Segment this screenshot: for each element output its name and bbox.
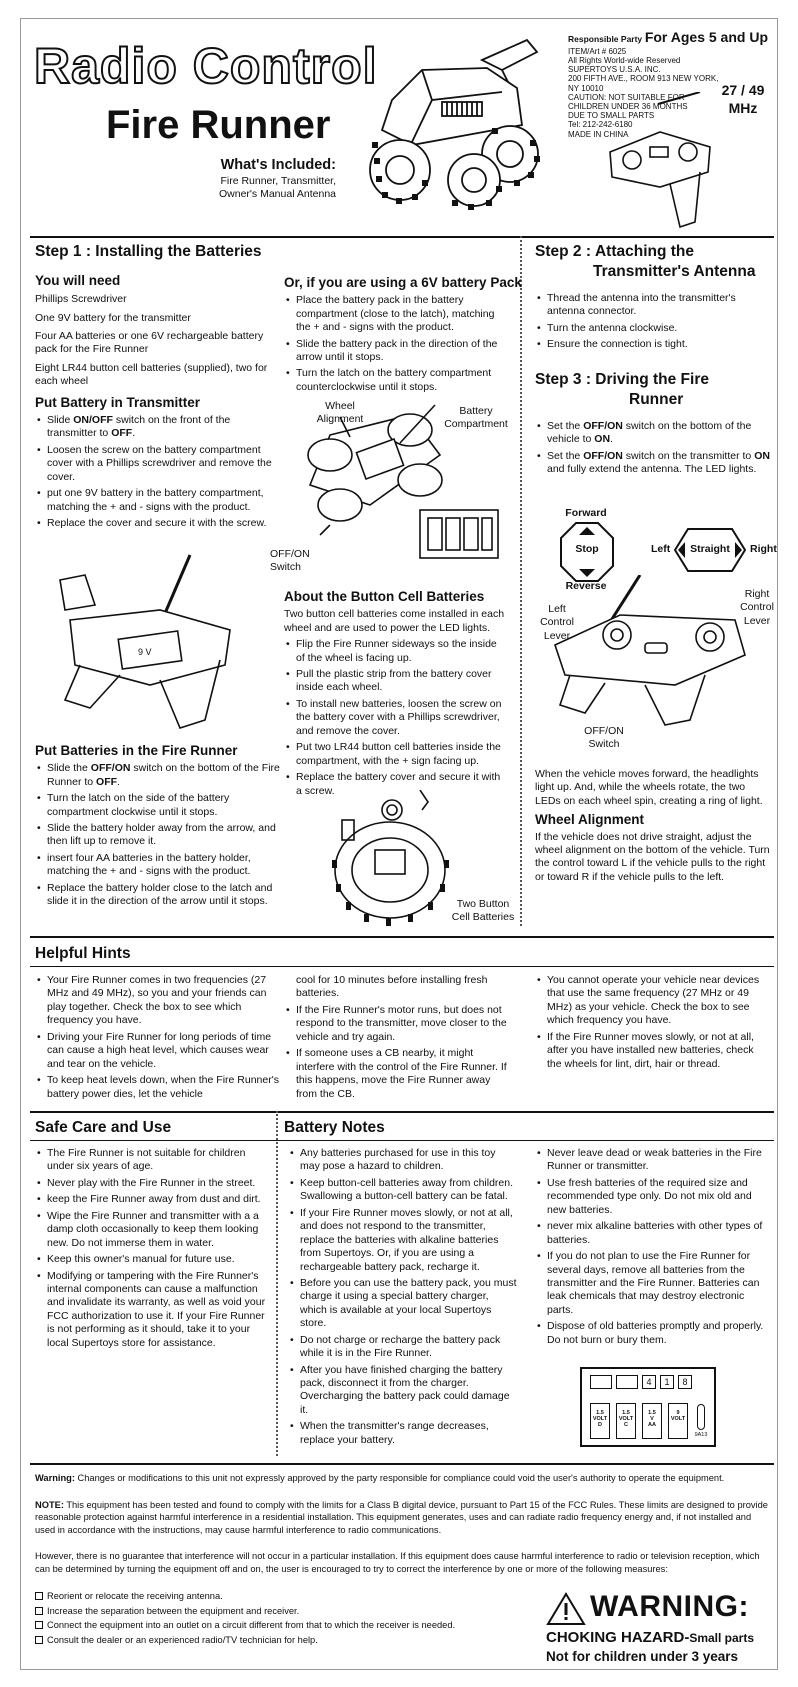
- runner-step-part: Replace the battery holder close to the latch and slide it in the direction of the arrow until it stops.: [47, 881, 273, 908]
- need-item: Phillips Screwdriver: [35, 293, 127, 306]
- runner-step: [35, 822, 280, 849]
- battery-notes-column-2: [535, 1147, 770, 1350]
- safe-care-item: • Keep this owner's manual for future use.: [35, 1253, 270, 1266]
- step1-heading: Step 1 : Installing the Batteries: [35, 243, 262, 260]
- button-cell-step: • Pull the plastic strip from the battery cover inside each wheel.: [284, 668, 508, 695]
- battery-size-number: 1: [660, 1375, 674, 1389]
- note-text: This equipment has been tested and found to comply with the limits for a Class B digital device, pursuant to Part 15 of the FCC Rules. These limits are designed to provide reasonable protection against harmful interference in a residential installation. This equipment generates, uses and can radiate radio frequency energy and, if not installed and used in accordance with the instructions, may cause harmful interference to radio communications.: [35, 1499, 768, 1535]
- button-cell-slot: [697, 1404, 705, 1430]
- runner-step-part: Slide the: [47, 762, 91, 775]
- measure-text: Reorient or relocate the receiving antenna.: [47, 1591, 223, 1601]
- step3-step-part: OFF/ON: [583, 419, 623, 432]
- transmitter-step: [35, 444, 280, 484]
- runner-step-part: switch on the bottom of the Fire Runner to: [47, 762, 280, 788]
- battery-size-cell: 1.5 VOLT C: [616, 1403, 636, 1439]
- rule-hints: [30, 936, 774, 938]
- hints-heading: Helpful Hints: [35, 945, 131, 962]
- label-reverse: Reverse: [565, 580, 607, 592]
- step3-step-part: switch on the bottom of the vehicle to: [547, 419, 752, 446]
- step3-step-part: and fully extend the antenna. The LED lights.: [547, 462, 757, 475]
- transmitter-step: [35, 414, 280, 441]
- legal-section: [35, 1472, 770, 1585]
- battery-size-number: 8: [678, 1375, 692, 1389]
- measure-text: Consult the dealer or an experienced radio/TV technician for help.: [47, 1634, 318, 1645]
- hint-item: • If the Fire Runner moves slowly, or not at all, after you have installed new batteries, check the wheels for lint, dirt, hair or thread.: [535, 1031, 770, 1071]
- whats-included: [196, 156, 336, 201]
- label-offon-switch-transmitter: OFF/ON Switch: [584, 725, 624, 751]
- label-stop: Stop: [575, 543, 599, 555]
- svg-text:9 V: 9 V: [138, 647, 152, 657]
- runner-step: [35, 792, 280, 819]
- measure-text: Connect the equipment into an outlet on a circuit different from that to which the receiver is needed.: [47, 1620, 456, 1631]
- transmitter-step-part: .: [132, 427, 136, 440]
- transmitter-step-part: OFF: [111, 427, 133, 440]
- checkbox-icon: [35, 1607, 43, 1615]
- rule-hints-under: [30, 966, 774, 967]
- responsible-heading: Responsible Party: [568, 34, 643, 44]
- step1-runner-section: [35, 742, 280, 912]
- safe-care-item: • keep the Fire Runner away from dust and dirt.: [35, 1193, 270, 1206]
- step3-after-section: [535, 768, 770, 889]
- measure-item: [35, 1619, 505, 1632]
- transmitter-battery-illustration: [50, 550, 265, 735]
- battery-size-blank-box: [590, 1375, 612, 1389]
- step2-heading-b: Attaching the: [594, 243, 695, 260]
- battery-size-diagram: [580, 1367, 716, 1447]
- step1-mid-column: [284, 274, 522, 397]
- runner-steps: [35, 762, 280, 908]
- runner-heading: Put Batteries in the Fire Runner: [35, 743, 238, 758]
- safe-care-item: • Wipe the Fire Runner and transmitter with a a damp cloth occasionally to keep them looking new. Do not immerse them in water.: [35, 1210, 270, 1250]
- step3-after-text: When the vehicle moves forward, the headlights light up. And, while the wheels rotate, the two LEDs on each wheel spin, creating a ring of light.: [535, 768, 763, 807]
- runner-step-part: insert four AA batteries in the battery holder, matching the + and - signs with the product.: [47, 851, 251, 878]
- responsible-line: SUPERTOYS U.S.A. INC.: [568, 65, 661, 75]
- transmitter-steps: [35, 414, 280, 531]
- battery-size-button-cell: [694, 1399, 708, 1439]
- button-cell-steps: [284, 638, 508, 798]
- battery-note-item: • Use fresh batteries of the required size and recommended type only. Do not mix old and new batteries.: [535, 1177, 770, 1217]
- safe-heading: Safe Care and Use: [35, 1119, 172, 1136]
- warning-text: Changes or modifications to this unit not expressly approved by the party responsible for compliance could void the user's authority to operate the equipment.: [74, 1473, 725, 1483]
- measure-item: [35, 1634, 505, 1647]
- safe-care-item: • Never play with the Fire Runner in the street.: [35, 1177, 270, 1190]
- step3-heading-b: Runner: [629, 390, 684, 408]
- ages-label: For Ages 5 and Up: [644, 29, 768, 45]
- measure-item: [35, 1605, 505, 1618]
- hints-col2-continued: cool for 10 minutes before installing fresh batteries.: [296, 974, 488, 1000]
- label-left: Left: [651, 543, 671, 555]
- battery-note-item: • Before you can use the battery pack, you must charge it using a special battery charger, which is available at your local Supertoys store.: [288, 1277, 518, 1331]
- transmitter-step: [35, 487, 280, 514]
- wheel-alignment-heading: Wheel Alignment: [535, 812, 645, 828]
- label-straight: Straight: [690, 543, 730, 555]
- responsible-line: All Rights World-wide Reserved: [568, 56, 681, 66]
- warning-paragraph: [35, 1472, 770, 1485]
- included-heading: What's Included:: [220, 157, 336, 173]
- choking-warning-title: WARNING:: [590, 1590, 749, 1623]
- button-cell-heading: About the Button Cell Batteries: [284, 589, 485, 604]
- battery-note-item: • Never leave dead or weak batteries in the Fire Runner or transmitter.: [535, 1147, 770, 1174]
- safe-care-item: • The Fire Runner is not suitable for children under six years of age.: [35, 1147, 270, 1174]
- step2-steps: [535, 292, 770, 352]
- label-right: Right: [750, 543, 777, 555]
- step3-step: [535, 420, 770, 447]
- step3-step-part: Set the: [547, 419, 584, 432]
- battery-note-item: • If your Fire Runner moves slowly, or not at all, and does not respond to the transmitter, replace the batteries with alkaline batteries from Supertoys. Or, if you are using a rechargeable battery pack, recharge it.: [288, 1207, 518, 1274]
- checkbox-icon: [35, 1621, 43, 1629]
- battery-note-item: • If you do not plan to use the Fire Runner for several days, remove all batteries from the transmitter and the Fire Runner. Batteries can leak chemicals that may destroy electronic parts.: [535, 1250, 770, 1317]
- step3-heading-a: Step 3 : Driving the Fire: [535, 371, 709, 388]
- included-line-2: Owner's Manual Antenna: [219, 187, 336, 200]
- button-cell-step: • Put two LR44 button cell batteries inside the compartment, with the + sign facing up.: [284, 741, 508, 768]
- frequency-value: 27 / 49: [721, 82, 765, 98]
- note-label: NOTE:: [35, 1499, 64, 1510]
- measure-text: Increase the separation between the equipment and receiver.: [47, 1605, 300, 1616]
- step2-heading-a: Step 2 :: [535, 243, 591, 260]
- runner-step-part: .: [117, 775, 120, 788]
- step3-step-part: ON: [754, 449, 770, 462]
- rule-safe-under: [30, 1140, 774, 1141]
- hint-item: • To keep heat levels down, when the Fire Runner's battery power dies, let the vehicle: [35, 1074, 280, 1101]
- divider-safe-battery: [276, 1111, 278, 1456]
- however-paragraph: However, there is no guarantee that interference will not occur in a particular installation. If this equipment does cause harmful interference to radio or television reception, which can be determined by turning the equipment off and on, the user is encouraged to try to correct the interference by one or more of the following measures:: [35, 1551, 760, 1574]
- button-cell-intro: Two button cell batteries come installed in each wheel and are used to power the LED lights.: [284, 608, 505, 634]
- runner-step-part: OFF/ON: [90, 762, 131, 775]
- need-item: Four AA batteries or one 6V rechargeable battery pack for the Fire Runner: [35, 329, 264, 356]
- transmitter-step-part: Slide: [47, 413, 74, 426]
- battery-pack-step: • Slide the battery pack in the direction of the arrow until it stops.: [284, 338, 508, 365]
- transmitter-heading: Put Battery in Transmitter: [35, 394, 201, 410]
- battery-note-item: • Any batteries purchased for use in this toy may pose a hazard to children.: [288, 1147, 518, 1174]
- button-cell-label: 9A13: [694, 1431, 708, 1438]
- responsible-line: DUE TO SMALL PARTS: [568, 111, 655, 121]
- transmitter-step-part: put one 9V battery in the battery compartment, matching the + and - signs with the product.: [47, 487, 264, 513]
- battery-size-cell: 1.5 VOLT D: [590, 1403, 610, 1439]
- responsible-line: ITEM/Art # 6025: [568, 46, 627, 56]
- battery-size-cells: [590, 1399, 708, 1439]
- step2-step: • Turn the antenna clockwise.: [535, 322, 770, 335]
- hint-item: • Driving your Fire Runner for long periods of time can cause a high heat level, which causes wear and tear on the vehicle.: [35, 1031, 280, 1071]
- title-fire-runner: Fire Runner: [106, 103, 331, 147]
- battery-note-item: • Keep button-cell batteries away from children. Swallowing a button-cell battery can be fatal.: [288, 1177, 518, 1204]
- runner-step-part: OFF: [96, 775, 118, 788]
- transmitter-step: [35, 517, 280, 530]
- transmitter-step-part: switch on the front of the transmitter to: [47, 413, 231, 440]
- hint-item: • If someone uses a CB nearby, it might interfere with the control of the Fire Runner. If this happens, move the Fire Runner away from the CB.: [284, 1047, 514, 1101]
- title-radio-control: Radio Control: [34, 38, 378, 94]
- step2-step: • Ensure the connection is tight.: [535, 338, 770, 351]
- step3-step-part: Set the: [547, 449, 584, 462]
- interference-measures: [35, 1590, 505, 1648]
- step3-step-part: ON: [594, 433, 611, 446]
- warning-triangle-icon: [546, 1592, 586, 1626]
- runner-step: [35, 882, 280, 909]
- transmitter-step-part: Loosen the screw on the battery compartment cover with a Phillips screwdriver and remove the cover.: [47, 443, 272, 483]
- runner-step: [35, 762, 280, 789]
- frequency-unit: MHz: [728, 99, 758, 116]
- runner-step-part: Slide the battery holder away from the arrow, and then lift up to remove it.: [47, 822, 276, 848]
- step1-left-column: [35, 242, 280, 533]
- label-left-control-lever: Left Control Lever: [540, 603, 574, 642]
- step3-section: [535, 370, 770, 479]
- step2-heading: [535, 242, 770, 262]
- warning-label: Warning:: [35, 1473, 75, 1483]
- button-cell-step: • To install new batteries, loosen the screw on the battery cover with a Phillips screwdriver, and remove the cover.: [284, 698, 508, 738]
- step3-step-part: switch on the transmitter to: [622, 449, 755, 462]
- battery-pack-step: • Turn the latch on the battery compartment counterclockwise until it stops.: [284, 367, 508, 394]
- included-line-1: Fire Runner, Transmitter,: [220, 174, 336, 187]
- measure-item: [35, 1590, 505, 1603]
- step3-step-part: OFF/ON: [583, 449, 623, 462]
- responsible-line: CHILDREN UNDER 36 MONTHS: [568, 102, 688, 112]
- transmitter-header-illustration: [600, 92, 720, 232]
- need-item: One 9V battery for the transmitter: [35, 311, 191, 324]
- hints-column-2-list: [284, 1004, 514, 1101]
- need-item: Eight LR44 button cell batteries (supplied), two for each wheel: [35, 361, 268, 388]
- safe-care-list: [35, 1147, 270, 1353]
- battery-size-top-row: [590, 1375, 692, 1389]
- divider-step1-step2: [520, 236, 522, 926]
- button-cell-step: • Replace the battery cover and secure it with a screw.: [284, 771, 508, 798]
- checkbox-icon: [35, 1592, 43, 1600]
- you-will-need-heading: You will need: [35, 272, 121, 288]
- hints-column-3: [535, 974, 770, 1074]
- step3-steps: [535, 420, 770, 477]
- step2-heading-c: Transmitter's Antenna: [593, 262, 756, 280]
- hint-item: • Your Fire Runner comes in two frequencies (27 MHz and 49 MHz), so you and your friends can play together. Check the box to see which frequency you have.: [35, 974, 280, 1028]
- battery-pack-step: • Place the battery pack in the battery compartment (close to the latch), matching the + and - signs with the product.: [284, 294, 508, 334]
- battery-size-cell: 9 VOLT: [668, 1403, 688, 1439]
- runner-step: [35, 852, 280, 879]
- choking-small-parts: Small parts: [689, 1631, 755, 1645]
- battery-note-item: • never mix alkaline batteries with other types of batteries.: [535, 1220, 770, 1247]
- step3-step-part: .: [610, 433, 613, 446]
- label-forward: Forward: [565, 507, 607, 519]
- battery-note-item: • Do not charge or recharge the battery pack while it is in the Fire Runner.: [288, 1334, 518, 1361]
- rule-legal: [30, 1463, 774, 1465]
- responsible-line: 200 FIFTH AVE., ROOM 913 NEW YORK,: [568, 74, 719, 84]
- checkbox-icon: [35, 1636, 43, 1644]
- safe-care-item: • Modifying or tampering with the Fire Runner's internal components can cause a malfunction and invalidate its warranty, as well as void your FCC authorization to use it. If your Fire Runner is not performing as it should, take it to your local Supertoys store for assistance.: [35, 1270, 270, 1351]
- battery-notes-column-1: [288, 1147, 518, 1450]
- hint-item: • If the Fire Runner's motor runs, but does not respond to the transmitter, move closer to the vehicle and try again.: [284, 1004, 514, 1044]
- battery-size-blank-box: [616, 1375, 638, 1389]
- battery-pack-heading: Or, if you are using a 6V battery Pack: [284, 275, 522, 290]
- battery-note-item: • When the transmitter's range decreases, replace your battery.: [288, 1420, 518, 1447]
- battery-note-item: • After you have finished charging the battery pack, disconnect it from the charger. Overcharging the battery pack could damage it.: [288, 1364, 518, 1418]
- responsible-line: MADE IN CHINA: [568, 129, 629, 139]
- rule-top: [30, 236, 774, 238]
- hints-column-2: [284, 974, 514, 1104]
- step2-step: • Thread the antenna into the transmitter's antenna connector.: [535, 292, 770, 319]
- step3-step: [535, 450, 770, 477]
- frequency-label: [712, 82, 774, 118]
- choking-not-for: Not for children under 3 years: [546, 1649, 739, 1664]
- label-battery-compartment: Battery Compartment: [444, 405, 508, 431]
- responsible-line: Tel: 212-242-6180: [568, 120, 633, 130]
- choking-hazard-line: [546, 1628, 754, 1647]
- rule-safe: [30, 1111, 774, 1113]
- battery-note-item: • Dispose of old batteries promptly and properly. Do not burn or bury them.: [535, 1320, 770, 1347]
- label-two-button-cell: Two Button Cell Batteries: [451, 898, 515, 924]
- responsible-line: NY 10010: [568, 83, 604, 93]
- label-wheel-alignment: Wheel Alignment: [316, 400, 364, 426]
- label-right-control-lever: Right Control Lever: [740, 588, 774, 627]
- button-cell-step: • Flip the Fire Runner sideways so the inside of the wheel is facing up.: [284, 638, 508, 665]
- transmitter-step-part: Replace the cover and secure it with the screw.: [47, 517, 267, 530]
- step2-section: [535, 242, 770, 354]
- hint-item: • You cannot operate your vehicle near devices that use the same frequency (27 MHz or 49 MHz) as your vehicle. Check the box to see which frequency you have.: [535, 974, 770, 1028]
- button-cell-section: [284, 588, 508, 801]
- transmitter-step-part: ON/OFF: [73, 413, 113, 426]
- runner-step-part: Turn the latch on the side of the battery compartment clockwise until it stops.: [47, 792, 230, 818]
- hints-column-1: [35, 974, 280, 1104]
- you-will-need-list: [35, 293, 280, 389]
- battery-size-cell: 1.5 V AA: [642, 1403, 662, 1439]
- label-offon-switch-chassis: OFF/ON Switch: [270, 548, 310, 574]
- note-paragraph: [35, 1499, 770, 1537]
- responsible-line: CAUTION: NOT SUITABLE FOR: [568, 92, 685, 102]
- battery-size-number: 4: [642, 1375, 656, 1389]
- fire-runner-truck-illustration: [352, 30, 550, 215]
- battery-pack-steps: [284, 294, 508, 394]
- wheel-alignment-text: If the vehicle does not drive straight, adjust the wheel alignment on the bottom of the vehicle. Turn the control toward L if the vehicle pulls to the right or toward R if the vehicle pulls to the left.: [535, 830, 770, 883]
- battery-notes-heading: Battery Notes: [284, 1119, 385, 1136]
- choking-hazard: CHOKING HAZARD-: [546, 1629, 690, 1646]
